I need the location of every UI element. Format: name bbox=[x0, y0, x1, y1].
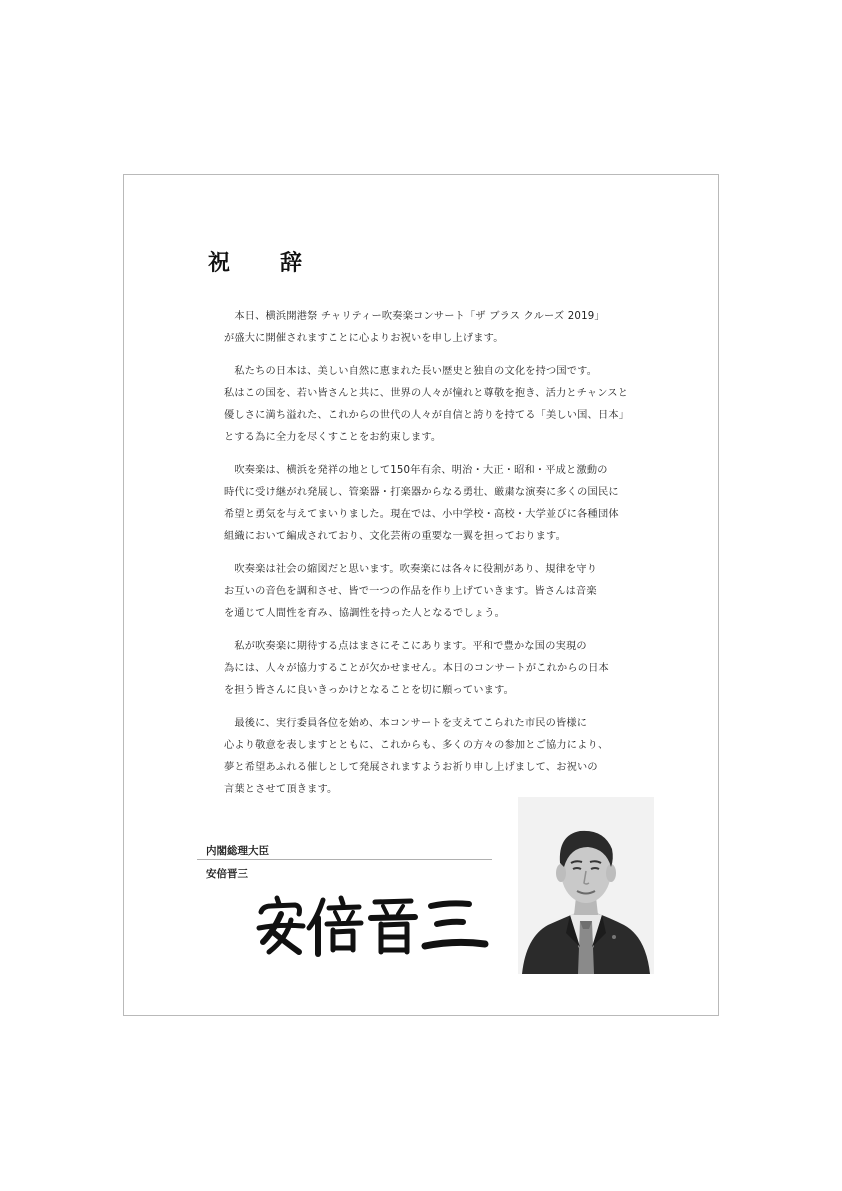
text-line: 心より敬意を表しますとともに、これからも、多くの方々の参加とご協力により、 bbox=[224, 740, 609, 751]
text-line: 最後に、実行委員各位を始め、本コンサートを支えてこられた市民の皆様に bbox=[224, 718, 588, 729]
text-line: 優しさに満ち溢れた、これからの世代の人々が自信と誇りを持てる「美しい国、日本」 bbox=[224, 410, 630, 421]
text-line: 言葉とさせて頂きます。 bbox=[224, 784, 338, 795]
text-line: が盛大に開催されますことに心よりお祝いを申し上げます。 bbox=[224, 333, 504, 344]
text-line: を通じて人間性を育み、協調性を持った人となるでしょう。 bbox=[224, 608, 505, 619]
paragraph bbox=[224, 559, 634, 625]
text-line: 為には、人々が協力することが欠かせません。本日のコンサートがこれからの日本 bbox=[224, 663, 609, 674]
paragraph bbox=[224, 636, 634, 702]
paragraph bbox=[224, 361, 634, 449]
text-line: 私が吹奏楽に期待する点はまさにそこにあります。平和で豊かな国の実現の bbox=[224, 641, 587, 652]
paragraph bbox=[224, 460, 634, 548]
document-title: 祝 辞 bbox=[208, 250, 317, 276]
text-line: 希望と勇気を与えてまいりました。現在では、小中学校・高校・大学並びに各種団体 bbox=[224, 509, 619, 520]
paragraph bbox=[224, 713, 634, 801]
signature-divider bbox=[197, 859, 492, 860]
text-line: とする為に全力を尽くすことをお約束します。 bbox=[224, 432, 442, 443]
text-line: 時代に受け継がれ発展し、管楽器・打楽器からなる勇壮、厳粛な演奏に多くの国民に bbox=[224, 487, 619, 498]
text-line: を担う皆さんに良いきっかけとなることを切に願っています。 bbox=[224, 685, 515, 696]
text-line: 私はこの国を、若い皆さんと共に、世界の人々が憧れと尊敬を抱き、活力とチャンスと bbox=[224, 388, 629, 399]
handwritten-signature bbox=[255, 890, 490, 962]
text-line: 私たちの日本は、美しい自然に恵まれた長い歴史と独自の文化を持つ国です。 bbox=[224, 366, 598, 377]
text-line: お互いの音色を調和させ、皆で一つの作品を作り上げていきます。皆さんは音楽 bbox=[224, 586, 597, 597]
portrait-photo bbox=[518, 797, 654, 974]
text-line: 本日、横浜開港祭 チャリティー吹奏楽コンサート「ザ ブラス クルーズ 2019」 bbox=[224, 311, 605, 322]
signer-role: 内閣総理大臣 bbox=[206, 845, 269, 857]
paragraph bbox=[224, 306, 634, 350]
text-line: 吹奏楽は社会の縮図だと思います。吹奏楽には各々に役割があり、規律を守り bbox=[224, 564, 598, 575]
text-line: 組織において編成されており、文化芸術の重要な一翼を担っております。 bbox=[224, 531, 566, 542]
signer-name: 安倍晋三 bbox=[206, 868, 248, 880]
text-line: 夢と希望あふれる催しとして発展されますようお祈り申し上げまして、お祝いの bbox=[224, 762, 598, 773]
text-line: 吹奏楽は、横浜を発祥の地として150年有余、明治・大正・昭和・平成と激動の bbox=[224, 465, 608, 476]
message-body bbox=[224, 306, 634, 812]
